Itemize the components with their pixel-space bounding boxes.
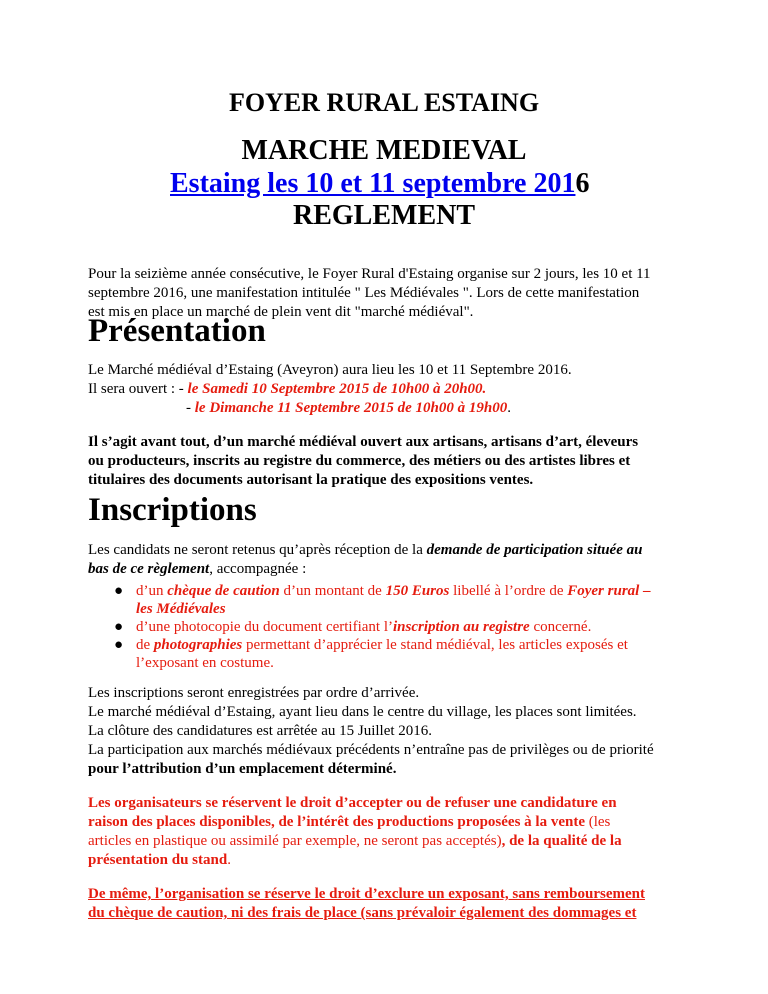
inscriptions-line: La clôture des candidatures est arrêtée au 15 Juillet 2016. [88, 723, 433, 739]
presentation-bold: titulaires des documents autorisant la pratique des expositions ventes. [88, 472, 534, 488]
bullet-icon: ● [114, 583, 124, 599]
inscriptions-line: Le marché médiéval d’Estaing, ayant lieu dans le centre du village, les places sont limitées. [88, 704, 637, 720]
intro-line: est mis en place un marché de plein vent dit "marché médiéval". [88, 304, 474, 320]
presentation-bold: ou producteurs, inscrits au registre du commerce, des métiers ou des artistes libres et [88, 453, 631, 469]
inscriptions-line: pour l’attribution d’un emplacement déterminé. [88, 761, 397, 777]
inscriptions-line: Les inscriptions seront enregistrées par ordre d’arrivée. [88, 685, 420, 701]
inscriptions-heading: Inscriptions [88, 492, 257, 528]
opening-sunday: - le Dimanche 11 Septembre 2015 de 10h00 à 19h00. [186, 400, 511, 416]
selection-notice: Les organisateurs se réservent le droit d’accepter ou de refuser une candidature en [88, 795, 617, 811]
presentation-line: Le Marché médiéval d’Estaing (Aveyron) aura lieu les 10 et 11 Septembre 2016. [88, 362, 572, 378]
inscriptions-line: La participation aux marchés médiévaux précédents n’entraîne pas de privilèges ou de priorité [88, 742, 654, 758]
inscriptions-intro: bas de ce règlement, accompagnée : [88, 561, 307, 577]
exclusion-notice: du chèque de caution, ni des frais de place (sans prévaloir également des dommages et [88, 905, 637, 921]
event-title: MARCHE MEDIEVAL [241, 135, 527, 166]
bullet-icon: ● [114, 637, 124, 653]
exclusion-notice: De même, l’organisation se réserve le droit d’exclure un exposant, sans remboursement [88, 886, 646, 902]
presentation-heading: Présentation [88, 313, 266, 349]
selection-notice: raison des places disponibles, de l’intérêt des productions proposées à la vente (les [88, 814, 611, 830]
org-title: FOYER RURAL ESTAING [228, 88, 540, 117]
list-item: ● d’un chèque de caution d’un montant de 150 Euros libellé à l’ordre de Foyer rural – les Médiévales [114, 583, 651, 617]
list-item: ● d’une photocopie du document certifiant l’inscription au registre concerné. [114, 619, 592, 635]
opening-saturday: Il sera ouvert : - le Samedi 10 Septembre 2015 de 10h00 à 20h00. [88, 381, 487, 397]
intro-line: septembre 2016, une manifestation intitulée " Les Médiévales ". Lors de cette manifestation [88, 285, 640, 301]
selection-notice: articles en plastique ou assimilé par exemple, ne seront pas acceptés), de la qualité de la [88, 833, 622, 849]
event-dates: Estaing les 10 et 11 septembre 2016 [170, 168, 590, 199]
intro-line: Pour la seizième année consécutive, le Foyer Rural d'Estaing organise sur 2 jours, les 10 et 11 [88, 266, 651, 282]
inscriptions-intro: Les candidats ne seront retenus qu’après réception de la demande de participation située au [88, 542, 643, 558]
bullet-icon: ● [114, 619, 124, 635]
requirements-list [88, 582, 651, 672]
list-item: ● de photographies permettant d’apprécier le stand médiéval, les articles exposés et l’exposant en costume. [114, 637, 628, 671]
presentation-bold: Il s’agit avant tout, d’un marché médiéval ouvert aux artisans, artisans d’art, éleveurs [88, 434, 639, 450]
rules-title: REGLEMENT [292, 200, 476, 231]
selection-notice: présentation du stand. [88, 852, 231, 868]
event-dates-link[interactable]: Estaing les 10 et 11 septembre 201 [170, 168, 576, 199]
